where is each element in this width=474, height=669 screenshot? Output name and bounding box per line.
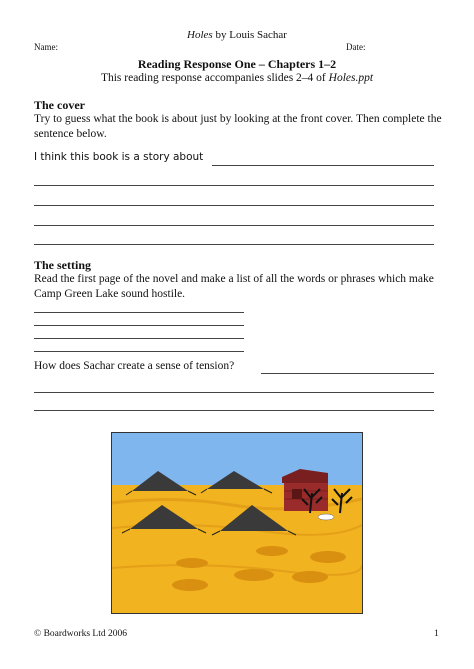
book-title: Holes <box>187 29 213 41</box>
subheading-text: This reading response accompanies slides 2–4 of <box>100 72 329 84</box>
hole-icon <box>172 579 208 591</box>
list-line-2[interactable] <box>34 325 244 326</box>
answer-line-4[interactable] <box>34 225 434 226</box>
sentence-starter: I think this book is a story about <box>34 151 204 163</box>
hole-icon <box>234 569 274 581</box>
name-label: Name: <box>34 42 58 52</box>
answer-line-1[interactable] <box>212 165 434 166</box>
page-heading: Reading Response One – Chapters 1–2 <box>137 57 337 71</box>
question-answer-line-1[interactable] <box>261 373 434 374</box>
setting-section-title: The setting <box>34 258 91 272</box>
footer-page-number: 1 <box>434 629 439 639</box>
answer-line-2[interactable] <box>34 185 434 186</box>
hole-icon <box>176 558 208 568</box>
page-subheading <box>0 72 474 84</box>
date-label: Date: <box>346 42 366 52</box>
tension-question: How does Sachar create a sense of tension? <box>34 360 235 372</box>
setting-instructions: Read the first page of the novel and make a list of all the words or phrases which make Camp Green Lake sound hostile. <box>34 273 434 300</box>
hole-icon <box>310 551 346 563</box>
answer-line-5[interactable] <box>34 244 434 245</box>
skull-icon <box>318 514 334 520</box>
author-text: by Louis Sachar <box>212 29 287 41</box>
hole-icon <box>292 571 328 583</box>
subheading-file: Holes.ppt <box>328 72 374 84</box>
question-answer-line-2[interactable] <box>34 392 434 393</box>
answer-line-3[interactable] <box>34 205 434 206</box>
list-line-4[interactable] <box>34 351 244 352</box>
cover-instructions: Try to guess what the book is about just by looking at the front cover. Then complete the sentence below. <box>34 113 442 140</box>
camp-illustration <box>111 432 363 614</box>
footer-copyright: © Boardworks Ltd 2006 <box>34 629 127 639</box>
cover-section-title: The cover <box>34 98 85 112</box>
question-answer-line-3[interactable] <box>34 410 434 411</box>
list-line-1[interactable] <box>34 312 244 313</box>
hole-icon <box>256 546 288 556</box>
list-line-3[interactable] <box>34 338 244 339</box>
header-title <box>0 29 474 41</box>
